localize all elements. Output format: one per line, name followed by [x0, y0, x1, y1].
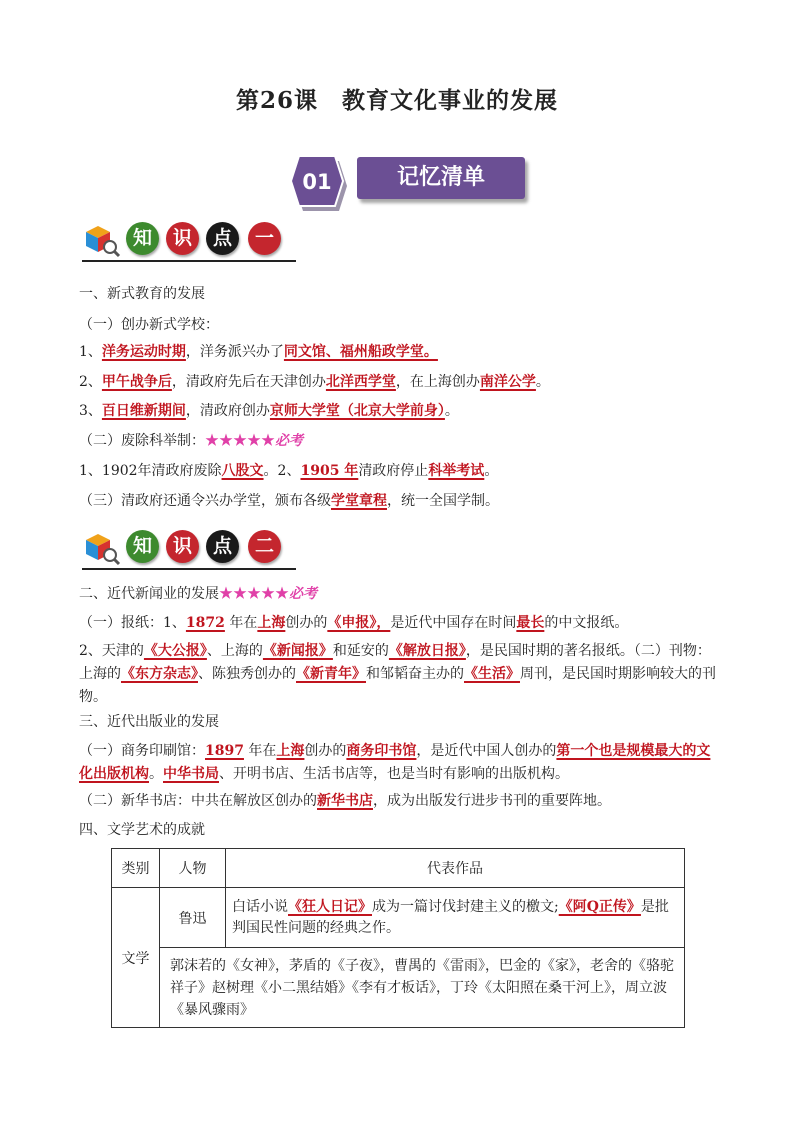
stars-rating: ★★★★★ — [219, 586, 289, 602]
s1-line4: 1、1902年清政府废除八股文。2、1905 年清政府停止科举考试。 — [79, 463, 499, 479]
s4-heading: 四、文学艺术的成就 — [79, 822, 205, 838]
kp2-char-dian: 点 — [206, 530, 239, 563]
table-row — [112, 888, 685, 948]
title-lesson: 第26课 — [235, 87, 318, 114]
cell-other-works: 郭沫若的《女神》，茅盾的《子夜》，曹禺的《雷雨》，巴金的《家》，老舍的《骆驼祥子》赵树理《小二黑结婚》《李有才板话》，丁玲《太阳照在桑干河上》，周立波《暴风骤雨》 — [160, 948, 685, 1028]
cube-magnifier-icon — [82, 530, 122, 566]
s2-para2: 2、天津的《大公报》、上海的《新闻报》和延安的《解放日报》，是民国时期的著名报纸。（二）刊物：上海的《东方杂志》、陈独秀创办的《新青年》和邹韬奋主办的《生活》周刊，是民国时期影响较大的刊物。 — [79, 643, 716, 705]
s1-line2: 2、甲午战争后，清政府先后在天津创办北洋西学堂，在上海创办南洋公学。 — [79, 374, 550, 390]
cube-magnifier-icon — [82, 222, 122, 258]
stars-rating: ★★★★★ — [205, 433, 275, 449]
s1-sub1: （一）创办新式学校： — [79, 317, 219, 333]
s1-line3: 3、百日维新期间，清政府创办京师大学堂（北京大学前身）。 — [79, 403, 459, 419]
s1-line1: 1、洋务运动时期，洋务派兴办了同文馆、福州船政学堂。 — [79, 344, 438, 360]
cell-category: 文学 — [112, 888, 160, 1028]
header-category: 类别 — [112, 849, 160, 888]
kp2-divider — [82, 568, 296, 570]
s3-heading: 三、近代出版业的发展 — [79, 714, 219, 730]
banner-number-badge — [287, 154, 347, 212]
header-works: 代表作品 — [226, 849, 685, 888]
page-title — [0, 82, 794, 115]
s3-para2: （二）新华书店：中共在解放区创办的新华书店，成为出版发行进步书刊的重要阵地。 — [79, 793, 611, 809]
kp2-char-number: 二 — [248, 530, 281, 563]
s1-sub3: （三）清政府还通令兴办学堂，颁布各级学堂章程，统一全国学制。 — [79, 493, 499, 509]
header-person: 人物 — [160, 849, 226, 888]
banner-number: 01 — [302, 170, 332, 194]
banner-label: 记忆清单 — [357, 157, 525, 199]
knowledge-point-2-header — [82, 530, 296, 570]
cell-person: 鲁迅 — [160, 888, 226, 948]
table-header-row — [112, 849, 685, 888]
s2-para1: （一）报纸：1、1872 年在上海创办的《申报》，是近代中国存在时间最长的中文报纸。 — [79, 615, 629, 631]
cell-luxun-works: 白话小说《狂人日记》成为一篇讨伐封建主义的檄文;《阿Q正传》是批判国民性问题的经典之作。 — [226, 888, 685, 948]
literature-table — [111, 848, 685, 1028]
kp2-char-shi: 识 — [166, 530, 199, 563]
kp2-char-zhi: 知 — [126, 530, 159, 563]
s1-sub2: （二）废除科举制：★★★★★必考 — [79, 433, 303, 449]
s3-para1: （一）商务印刷馆：1897 年在上海创办的商务印书馆，是近代中国人创办的第一个也是规模最大的文化出版机构。中华书局、开明书店、生活书店等，也是当时有影响的出版机构。 — [79, 743, 711, 782]
knowledge-point-1-header — [82, 222, 296, 262]
kp1-char-zhi: 知 — [126, 222, 159, 255]
kp1-char-shi: 识 — [166, 222, 199, 255]
s1-heading: 一、新式教育的发展 — [79, 286, 205, 302]
title-topic: 教育文化事业的发展 — [342, 87, 558, 114]
kp1-divider — [82, 260, 296, 262]
table-row — [112, 948, 685, 1028]
s2-heading: 二、近代新闻业的发展★★★★★必考 — [79, 586, 317, 602]
kp1-char-number: 一 — [248, 222, 281, 255]
kp1-char-dian: 点 — [206, 222, 239, 255]
